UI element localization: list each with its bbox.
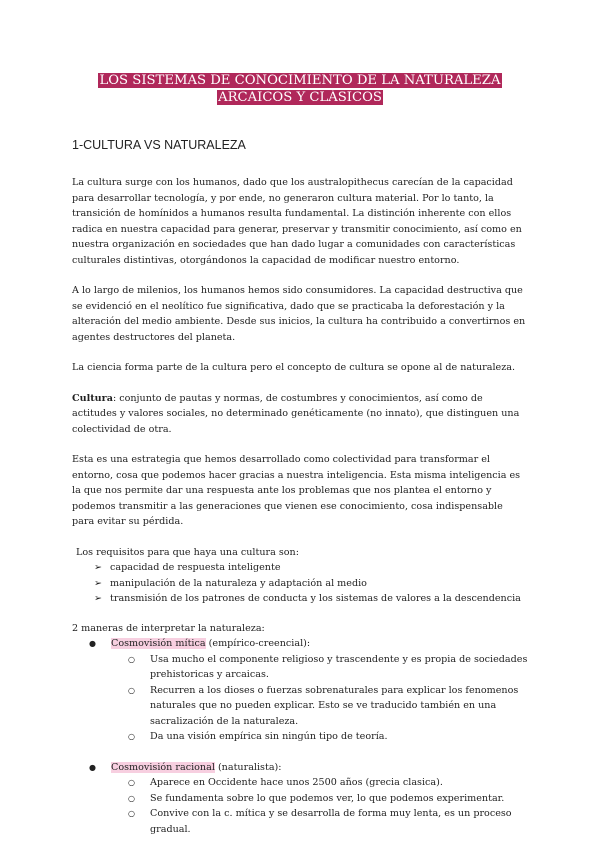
list-item: ○ Recurren a los dioses o fuerzas sobrenaturales para explicar los fenomenos naturales que no pueden explicar. Esto se ve traducido también en una sacralización de la naturaleza. bbox=[128, 684, 519, 727]
list-item: ➢ capacidad de respuesta inteligente bbox=[94, 560, 528, 576]
list-item: ➢ manipulación de la naturaleza y adaptación al medio bbox=[94, 576, 528, 592]
circle-icon: ○ bbox=[128, 809, 135, 818]
bullet-icon: ● bbox=[89, 639, 96, 648]
list-item: ➢ transmisión de los patrones de conducta y los sistemas de valores a la descendencia bbox=[94, 591, 528, 607]
arrow-icon: ➢ bbox=[94, 577, 103, 589]
racional-suffix: (naturalista): bbox=[214, 761, 282, 773]
arrow-icon: ➢ bbox=[94, 593, 103, 604]
cultura-definition-text: : conjunto de pautas y normas, de costumbres y conocimientos, así como de actitudes y valores sociales, no determinado genéticamente (no innato), que distinguen una colectividad de otra. bbox=[72, 392, 520, 435]
list-item: ○ Se fundamenta sobre lo que podemos ver, lo que podemos experimentar. bbox=[128, 791, 528, 807]
title-line-2: ARCAICOS Y CLÁSICOS bbox=[218, 90, 382, 105]
paragraph-5: Esta es una estrategia que hemos desarrollado como colectividad para transformar el entorno, cosa que podemos hacer gracias a nuestra inteligencia. Esta misma inteligencia es la que nos permite dar una respuesta ante los problemas que nos plantea el entorno y podemos transmitir a las generaciones que vienen ese conocimiento, cosa indispensable para evitar su pérdida. bbox=[72, 454, 521, 527]
title-line-1: LOS SISTEMAS DE CONOCIMIENTO DE LA NATURALEZA bbox=[99, 73, 501, 88]
maneras-intro: 2 maneras de interpretar la naturaleza: bbox=[72, 622, 265, 634]
paragraph-cultura-definition bbox=[72, 391, 528, 438]
mitica-suffix: (empírico-creencial): bbox=[205, 638, 311, 649]
document-body bbox=[72, 175, 528, 837]
cultura-term: Cultura bbox=[72, 392, 113, 404]
circle-icon: ○ bbox=[128, 685, 135, 695]
racional-sublist bbox=[111, 775, 528, 837]
circle-icon: ○ bbox=[128, 793, 135, 803]
document-title bbox=[0, 72, 600, 106]
requisitos-list bbox=[72, 560, 528, 607]
cosmovision-list bbox=[72, 636, 528, 837]
arrow-icon: ➢ bbox=[94, 562, 103, 573]
bullet-icon: ● bbox=[89, 762, 96, 772]
mitica-label: Cosmovisión mítica bbox=[111, 638, 206, 649]
mitica-sublist bbox=[111, 652, 528, 745]
paragraph-2: A lo largo de milenios, los humanos hemos sido consumidores. La capacidad destructiva que se evidenció en el neolítico fue significativa, dado que se practicaba la deforestación y la alteración del medio ambiente. Desde sus inicios, la cultura ha contribuido a convertirnos en agentes destructores del planeta. bbox=[72, 285, 526, 343]
requisitos-intro: Los requisitos para que haya una cultura son: bbox=[76, 546, 299, 558]
section-heading: 1-CULTURA VS NATURALEZA bbox=[72, 138, 246, 152]
paragraph-3: La ciencia forma parte de la cultura pero el concepto de cultura se opone al de naturaleza. bbox=[72, 362, 516, 373]
racional-label: Cosmovisión racional bbox=[111, 761, 215, 773]
circle-icon: ○ bbox=[128, 654, 135, 664]
list-item: ○ Aparece en Occidente hace unos 2500 años (grecia clasica). bbox=[128, 775, 528, 791]
list-item: ○ Usa mucho el componente religioso y trascendente y es propia de sociedades prehistoricas y arcaicas. bbox=[128, 653, 528, 680]
cosmovision-racional bbox=[89, 760, 528, 838]
paragraph-1: La cultura surge con los humanos, dado que los australopithecus carecían de la capacidad para desarrollar tecnología, y por ende, no generaron cultura material. Por lo tanto, la transición de homínidos a humanos resulta fundamental. La distinción inherente con ellos radica en nuestra capacidad para generar, preservar y transmitir conocimiento, así como en nuestra organización en sociedades que han dado lugar a comunidades con características culturales distintivas, otorgándonos la capacidad de modificar nuestro entorno. bbox=[72, 177, 522, 266]
circle-icon: ○ bbox=[128, 732, 135, 741]
list-item: ○ Da una visión empírica sin ningún tipo de teoría. bbox=[128, 729, 528, 745]
cosmovision-mitica bbox=[89, 636, 528, 760]
list-item: ○ Convive con la c. mítica y se desarrolla de forma muy lenta, es un proceso gradual. bbox=[128, 808, 512, 835]
circle-icon: ○ bbox=[128, 778, 135, 787]
